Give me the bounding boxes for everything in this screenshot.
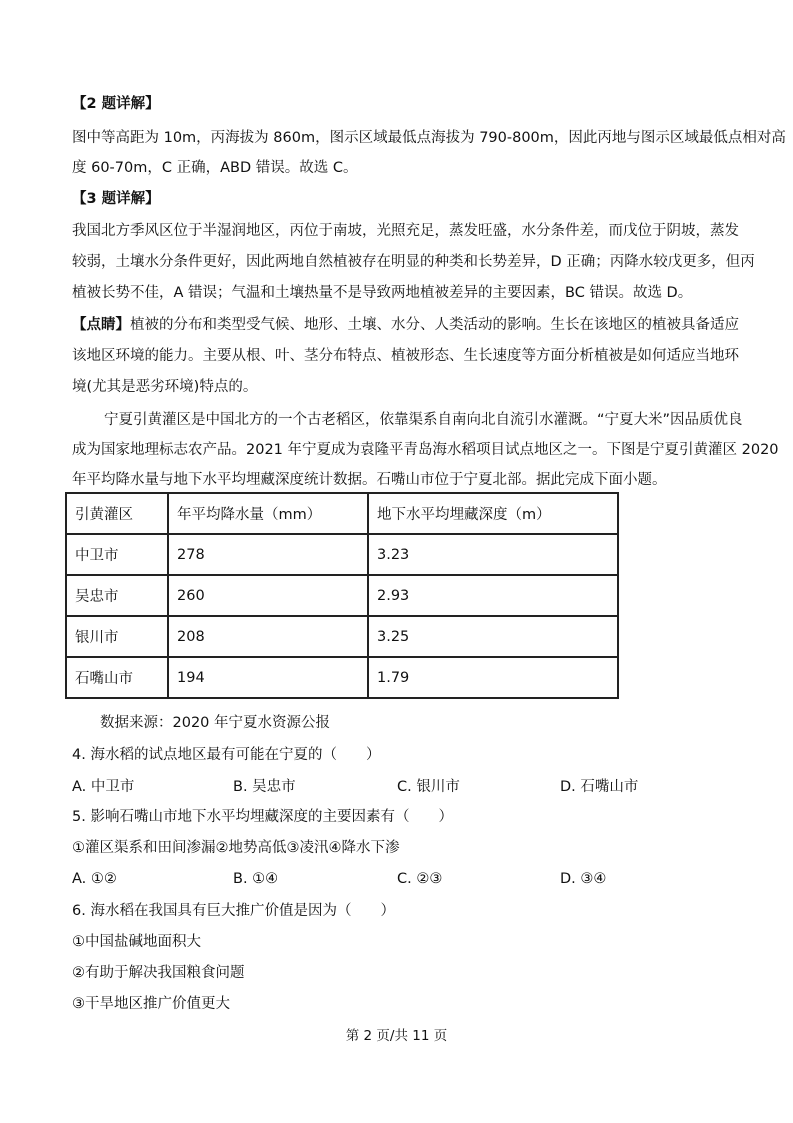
passage-line-3: 年平均降水量与地下水平均埋藏深度统计数据。石嘴山市位于宁夏北部。据此完成下面小题。 <box>72 472 667 488</box>
q5-stem: 5. 影响石嘴山市地下水平均埋藏深度的主要因素有（ ） <box>72 809 453 825</box>
table-header-row <box>66 493 618 534</box>
passage-line-1: 宁夏引黄灌区是中国北方的一个古老稻区，依靠渠系自南向北自流引水灌溉。“宁夏大米”因品质优良 <box>104 412 743 428</box>
q5-option-d: D. ③④ <box>560 871 607 887</box>
table-header-cell: 地下水平均埋藏深度（m） <box>368 493 618 534</box>
q5-line-2: ①灌区渠系和田间渗漏②地势高低③凌汛④降水下渗 <box>72 840 400 856</box>
table-cell: 260 <box>168 575 368 616</box>
q3-heading: 【3 题详解】 <box>72 191 160 207</box>
table-header-cell: 年平均降水量（mm） <box>168 493 368 534</box>
note-text-1: 植被的分布和类型受气候、地形、土壤、水分、人类活动的影响。生长在该地区的植被具备适应 <box>130 317 739 333</box>
table-cell: 3.25 <box>368 616 618 657</box>
q4-option-a: A. 中卫市 <box>72 779 135 795</box>
table-cell: 中卫市 <box>66 534 168 575</box>
q6-stem: 6. 海水稻在我国具有巨大推广价值是因为（ ） <box>72 903 395 919</box>
table-row <box>66 575 618 616</box>
q2-line-2: 度 60-70m，C 正确，ABD 错误。故选 C。 <box>72 160 358 176</box>
table-cell: 278 <box>168 534 368 575</box>
q4-option-d: D. 石嘴山市 <box>560 779 639 795</box>
table-cell: 1.79 <box>368 657 618 698</box>
q5-option-a: A. ①② <box>72 871 117 887</box>
table-cell: 194 <box>168 657 368 698</box>
table-cell: 吴忠市 <box>66 575 168 616</box>
q4-stem: 4. 海水稻的试点地区最有可能在宁夏的（ ） <box>72 747 381 763</box>
note-label: 【点睛】 <box>72 317 130 333</box>
q4-option-c: C. 银川市 <box>397 779 460 795</box>
q5-option-b: B. ①④ <box>233 871 279 887</box>
table-row <box>66 616 618 657</box>
note-line-2: 该地区环境的能力。主要从根、叶、茎分布特点、植被形态、生长速度等方面分析植被是如何适应当地环 <box>72 348 739 364</box>
q6-item-1: ①中国盐碱地面积大 <box>72 934 201 950</box>
table-cell: 208 <box>168 616 368 657</box>
q4-option-b: B. 吴忠市 <box>233 779 296 795</box>
q3-line-3: 植被长势不佳，A 错误；气温和土壤热量不是导致两地植被差异的主要因素，BC 错误。故选 D。 <box>72 285 693 301</box>
q6-item-3: ③干旱地区推广价值更大 <box>72 996 230 1012</box>
q3-line-1: 我国北方季风区位于半湿润地区，丙位于南坡，光照充足，蒸发旺盛，水分条件差，而戊位于阴坡，蒸发 <box>72 223 739 239</box>
q3-line-2: 较弱，土壤水分条件更好，因此两地自然植被存在明显的种类和长势差异，D 正确；丙降水较戊更多，但丙 <box>72 254 755 270</box>
table-row <box>66 657 618 698</box>
table-cell: 3.23 <box>368 534 618 575</box>
q5-option-c: C. ②③ <box>397 871 443 887</box>
table-cell: 石嘴山市 <box>66 657 168 698</box>
passage-line-2: 成为国家地理标志农产品。2021 年宁夏成为袁隆平青岛海水稻项目试点地区之一。下图是宁夏引黄灌区 2020 <box>72 442 779 458</box>
table-header-cell: 引黄灌区 <box>66 493 168 534</box>
note-line-1 <box>72 315 739 335</box>
table-source: 数据来源：2020 年宁夏水资源公报 <box>100 715 331 731</box>
table-row <box>66 534 618 575</box>
irrigation-data-table <box>65 492 619 699</box>
q6-item-2: ②有助于解决我国粮食问题 <box>72 965 245 981</box>
q2-line-1: 图中等高距为 10m，丙海拔为 860m，图示区域最低点海拔为 790-800m，因此丙地与图示区域最低点相对高 <box>72 130 786 146</box>
note-line-3: 境(尤其是恶劣环境)特点的。 <box>72 379 258 395</box>
table-cell: 银川市 <box>66 616 168 657</box>
table-cell: 2.93 <box>368 575 618 616</box>
page-footer: 第 2 页/共 11 页 <box>345 1028 448 1044</box>
q2-heading: 【2 题详解】 <box>72 96 160 112</box>
